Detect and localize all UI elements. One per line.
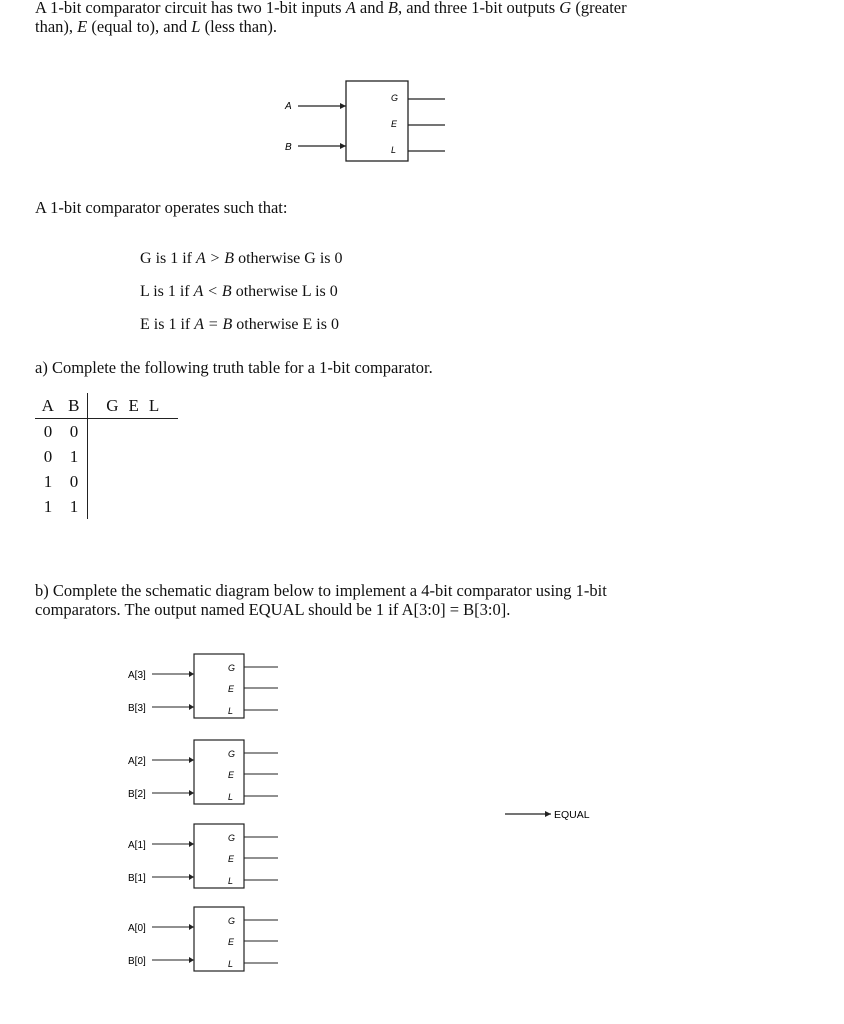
input-b0-label: B[0]	[128, 956, 146, 967]
truth-table-header	[35, 393, 178, 419]
comparator-block-3	[128, 654, 278, 718]
output-cell[interactable]	[88, 494, 179, 519]
condition-e: E is 1 if A = B otherwise E is 0	[140, 316, 339, 333]
condition-g: G is 1 if A > B otherwise G is 0	[140, 250, 343, 267]
block3-g: G	[228, 663, 236, 673]
output-cell[interactable]	[88, 444, 179, 469]
block1-l: L	[228, 876, 234, 886]
block1-e: E	[228, 854, 235, 864]
intro-paragraph	[35, 0, 835, 36]
table-row: 0 1	[35, 444, 178, 469]
input-b2-label: B[2]	[128, 789, 146, 800]
comparator-block-0	[128, 907, 278, 971]
input-a1-label: A[1]	[128, 840, 146, 851]
input-b3-label: B[3]	[128, 703, 146, 714]
symbol-output-l: L	[391, 145, 397, 155]
block3-e: E	[228, 684, 235, 694]
block2-g: G	[228, 749, 236, 759]
operates-text: A 1-bit comparator operates such that:	[35, 198, 288, 217]
intro-line-1: A 1-bit comparator circuit has two 1-bit inputs A and B, and three 1-bit outputs G (greater	[35, 0, 627, 17]
header-a: A	[41, 395, 55, 415]
output-cell[interactable]	[88, 419, 179, 445]
condition-l: L is 1 if A < B otherwise L is 0	[140, 283, 338, 300]
output-cell[interactable]	[88, 469, 179, 494]
comparator-block-1	[128, 824, 278, 888]
part-b-prompt	[35, 581, 607, 619]
block2-e: E	[228, 770, 235, 780]
part-b-line-2: comparators. The output named EQUAL should be 1 if A[3:0] = B[3:0].	[35, 600, 511, 619]
equal-label: EQUAL	[554, 809, 590, 821]
schematic-diagram	[0, 640, 844, 980]
comparator-block-2	[128, 740, 278, 804]
table-row: 0 0	[35, 419, 178, 445]
block0-g: G	[228, 916, 236, 926]
input-a3-label: A[3]	[128, 670, 146, 681]
symbol-input-b: B	[285, 142, 292, 153]
block1-g: G	[228, 833, 236, 843]
block0-e: E	[228, 937, 235, 947]
block2-l: L	[228, 792, 234, 802]
header-b: B	[61, 393, 88, 419]
input-a0-label: A[0]	[128, 923, 146, 934]
part-a-prompt: a) Complete the following truth table for a 1-bit comparator.	[35, 358, 433, 377]
header-outputs: G E L	[106, 395, 160, 415]
equal-output	[505, 809, 590, 821]
truth-table	[35, 393, 178, 519]
block3-l: L	[228, 706, 234, 716]
block0-l: L	[228, 959, 234, 969]
part-b-line-1: b) Complete the schematic diagram below to implement a 4-bit comparator using 1-bit	[35, 581, 607, 600]
input-a2-label: A[2]	[128, 756, 146, 767]
input-b1-label: B[1]	[128, 873, 146, 884]
intro-line-2: than), E (equal to), and L (less than).	[35, 17, 277, 36]
symbol-input-a: A	[285, 101, 292, 112]
symbol-output-g: G	[391, 93, 399, 103]
comparator-symbol	[270, 75, 460, 170]
table-row: 1 1	[35, 494, 178, 519]
symbol-output-e: E	[391, 119, 398, 129]
table-row: 1 0	[35, 469, 178, 494]
